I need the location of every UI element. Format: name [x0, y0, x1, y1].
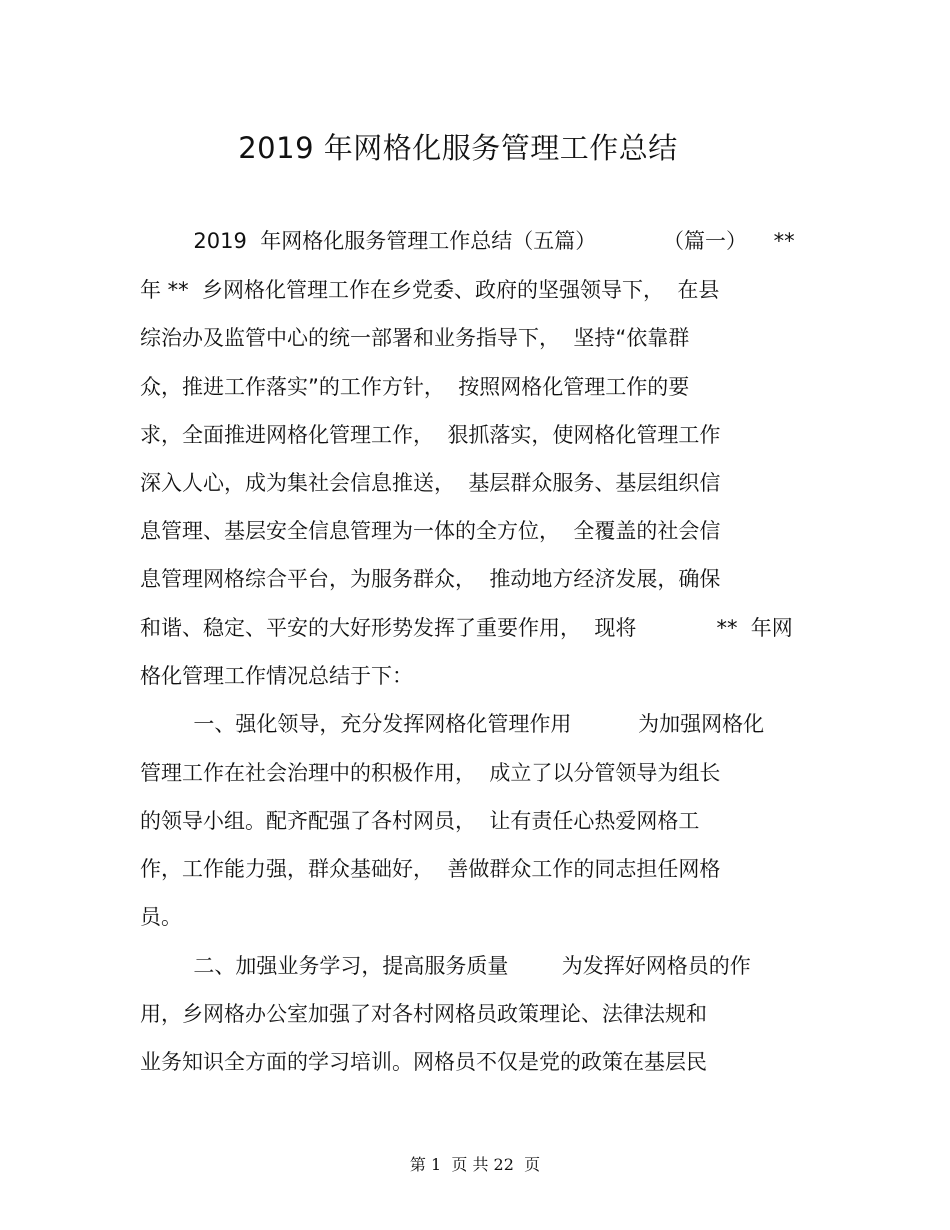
body-line: 格化管理工作情况总结于下：: [140, 664, 413, 688]
body-line: 息管理、基层安全信息管理为一体的全方位， 全覆盖的社会信: [140, 519, 721, 543]
body-line: 用，乡网格办公室加强了对各村网格员政策理论、法律法规和: [140, 1002, 707, 1026]
body-line: 和谐、稳定、平安的大好形势发挥了重要作用， 现将 ** 年网: [140, 616, 793, 640]
section-heading-line: 一、强化领导，充分发挥网格化管理作用 为加强网格化: [140, 712, 765, 736]
body-line: 息管理网格综合平台，为服务群众， 推动地方经济发展，确保: [140, 567, 721, 591]
body-line: 深入人心，成为集社会信息推送， 基层群众服务、基层组织信: [140, 471, 721, 495]
document-title: 2019 年网格化服务管理工作总结: [238, 131, 678, 165]
body-line: 作，工作能力强，群众基础好， 善做群众工作的同志担任网格: [140, 857, 721, 881]
section-heading-line: 二、加强业务学习，提高服务质量 为发挥好网格员的作: [140, 954, 751, 978]
body-line: 管理工作在社会治理中的积极作用， 成立了以分管领导为组长: [140, 761, 721, 785]
body-line: 众，推进工作落实”的工作方针， 按照网格化管理工作的要: [140, 375, 690, 399]
body-line: 年 ** 乡网格化管理工作在乡党委、政府的坚强领导下， 在县: [140, 278, 720, 302]
body-line: 2019 年网格化服务管理工作总结（五篇） （篇一） **: [140, 229, 795, 253]
body-line: 员。: [140, 905, 182, 929]
body-line: 业务知识全方面的学习培训。网格员不仅是党的政策在基层民: [140, 1050, 707, 1074]
page-number: 第 1 页 共 22 页: [409, 1155, 541, 1174]
body-line: 求，全面推进网格化管理工作， 狠抓落实，使网格化管理工作: [140, 423, 721, 447]
body-line: 的领导小组。配齐配强了各村网员， 让有责任心热爱网格工: [140, 809, 700, 833]
body-line: 综治办及监管中心的统一部署和业务指导下， 坚持“依靠群: [140, 326, 690, 350]
